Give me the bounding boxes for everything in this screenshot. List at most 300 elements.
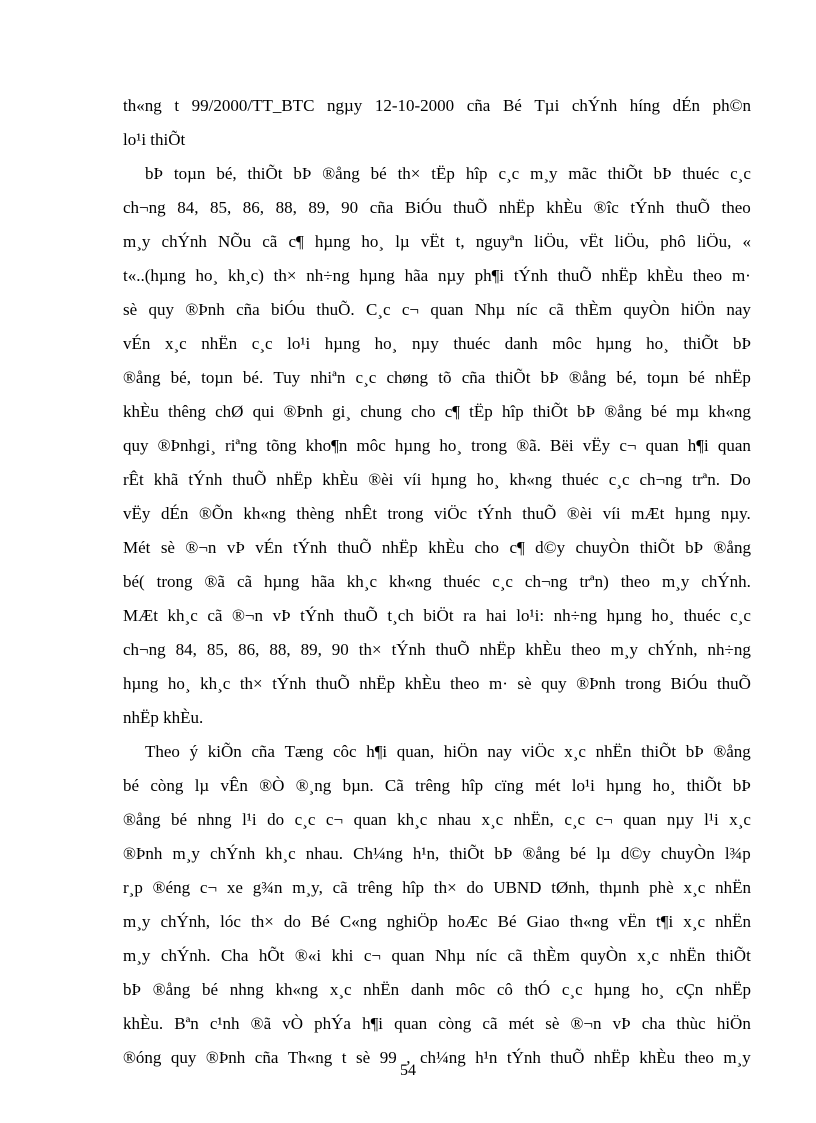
- word: 85,: [209, 198, 232, 217]
- word: ho¸: [652, 776, 676, 795]
- word: hîp: [465, 164, 488, 183]
- word: kh«ng: [275, 980, 319, 999]
- word: nhËp: [359, 674, 396, 693]
- word: thuÕ.: [316, 300, 355, 319]
- text-line: [123, 96, 751, 116]
- word: vËt: [420, 232, 445, 251]
- word: NÕu: [218, 232, 252, 251]
- word: híng: [629, 96, 661, 115]
- word: kh«ng: [243, 504, 286, 523]
- word: ®Þnh: [123, 844, 163, 863]
- word: nhËp: [276, 470, 313, 489]
- word: Bé: [502, 96, 522, 115]
- word: vÞ: [612, 1014, 631, 1033]
- word: quan: [394, 1014, 428, 1033]
- word: phô: [660, 232, 686, 251]
- text-line: [123, 912, 751, 932]
- word: khÈu: [428, 538, 465, 557]
- word: ®ång: [568, 368, 607, 387]
- text-line: [123, 470, 751, 490]
- word: phè: [649, 878, 674, 897]
- word: ph©n: [712, 96, 751, 115]
- word: vÉn: [123, 334, 151, 353]
- word: nguyªn: [475, 232, 523, 251]
- word: Ch¼ng: [353, 844, 403, 863]
- word: Theo: [145, 742, 180, 761]
- word: tÝnh: [630, 198, 665, 217]
- word: ph¶i: [474, 266, 505, 285]
- word: môc: [455, 980, 486, 999]
- word: vËy: [582, 436, 611, 455]
- word: cã: [507, 946, 523, 965]
- word: bé,: [170, 368, 191, 387]
- word: ®ång: [152, 980, 191, 999]
- word: bé,: [216, 164, 237, 183]
- word: l¹i: [242, 810, 257, 829]
- word: phÝa: [314, 1014, 351, 1033]
- text-line: [145, 164, 751, 184]
- word: ®ã: [204, 572, 225, 591]
- word: m¸y: [172, 844, 200, 863]
- word: nhng: [197, 810, 232, 829]
- word: nhng: [229, 980, 264, 999]
- text-line: [123, 674, 751, 694]
- word: hµng: [594, 980, 630, 999]
- word: do: [466, 878, 484, 897]
- word: quyÒn: [623, 300, 670, 319]
- word: ®ã.: [516, 436, 541, 455]
- word: m¸y: [610, 640, 638, 659]
- word: ®óng: [123, 1048, 162, 1067]
- word: bé: [688, 368, 705, 387]
- word: 90: [331, 640, 349, 659]
- word: nhau.: [305, 844, 344, 863]
- word: t¸ch: [387, 606, 414, 625]
- word: hµng: [674, 504, 711, 523]
- word: cho: [474, 538, 500, 557]
- word: m·: [488, 674, 508, 693]
- word: lóc: [220, 912, 241, 931]
- word: chÝnh: [571, 96, 618, 115]
- word: c¶: [444, 402, 460, 421]
- word: thuéc: [561, 470, 599, 489]
- word: ho¸: [361, 232, 385, 251]
- word: bÞ: [293, 164, 312, 183]
- word: nh÷ng: [707, 640, 751, 659]
- word: hµng: [324, 334, 361, 353]
- word: khÈu: [647, 266, 684, 285]
- text-line: [123, 878, 751, 898]
- word: bé: [123, 776, 140, 795]
- text-line: [123, 776, 751, 796]
- word: hµng: [431, 470, 467, 489]
- word: bé.: [242, 368, 264, 387]
- word: mÆt: [631, 504, 665, 523]
- word: 84,: [177, 198, 199, 217]
- word: kh¸c: [200, 674, 231, 693]
- word: nhËp: [714, 368, 751, 387]
- word: trêng: [357, 878, 393, 897]
- word: cã: [262, 232, 278, 251]
- word: chÝnh: [209, 844, 256, 863]
- word: tõ: [438, 368, 452, 387]
- word: ho¸: [651, 606, 675, 625]
- word: x¸c: [683, 878, 706, 897]
- word: ra: [463, 606, 477, 625]
- word: cha: [641, 1014, 666, 1033]
- word: vËn: [618, 912, 646, 931]
- word: thiÕt: [449, 844, 485, 863]
- word: thuÕ: [232, 470, 267, 489]
- word: kho¶n: [305, 436, 348, 455]
- word: cã: [236, 572, 253, 591]
- word: níc: [476, 946, 497, 965]
- word: danh: [410, 980, 444, 999]
- word: d©y: [620, 844, 651, 863]
- page-number: 54: [400, 1062, 416, 1079]
- word: nh÷ng: [553, 606, 597, 625]
- word: r¸p: [123, 878, 143, 897]
- text-line: [123, 402, 751, 422]
- text-line: [123, 538, 751, 558]
- word: Cha: [221, 946, 249, 965]
- word: ,: [406, 1048, 411, 1067]
- word: theo: [450, 674, 480, 693]
- word: quy: [541, 674, 567, 693]
- word: ®¸ng: [295, 776, 332, 795]
- word: chøng: [386, 368, 429, 387]
- word: ch¼ng: [419, 1048, 466, 1067]
- word: thiÕt: [715, 946, 751, 965]
- word: toµn: [173, 164, 206, 183]
- text-line: [123, 844, 751, 864]
- word: BiÓu: [670, 674, 708, 693]
- word: kh«ng: [388, 572, 432, 591]
- word: Th«ng: [287, 1048, 333, 1067]
- word: chuyÒn: [660, 844, 715, 863]
- word: ch¬ng: [524, 572, 568, 591]
- word: liÖu,: [696, 232, 732, 251]
- word: quan: [717, 436, 751, 455]
- word: khi: [331, 946, 354, 965]
- word: ®Ò: [259, 776, 285, 795]
- word: th×: [397, 164, 421, 183]
- word: tËp: [431, 164, 455, 183]
- word: khÈu: [546, 198, 583, 217]
- word: hÕt: [258, 946, 285, 965]
- word: nhËn: [715, 878, 751, 897]
- word: x¸c: [637, 946, 659, 965]
- word: m¸y: [661, 572, 690, 591]
- word: nµy.: [720, 504, 751, 523]
- word: nghiÖp: [386, 912, 438, 931]
- word: 86,: [238, 640, 260, 659]
- word: thµnh: [599, 878, 640, 897]
- word: h¶i: [366, 742, 388, 761]
- word: hµng: [314, 232, 351, 251]
- word: bé: [570, 844, 587, 863]
- word: UBND: [493, 878, 542, 897]
- word: c¶: [288, 232, 304, 251]
- word: «: [742, 232, 751, 251]
- word: nhËn: [595, 742, 632, 761]
- word: lµ: [194, 776, 210, 795]
- word: ®ång: [604, 402, 642, 421]
- word: x¸c: [164, 334, 187, 353]
- text-line: [123, 1014, 751, 1034]
- word: ho¸: [641, 980, 665, 999]
- word: nhËp: [593, 1048, 630, 1067]
- word: Mét: [123, 538, 151, 557]
- word: nh÷ng: [306, 266, 350, 285]
- word: sè: [517, 674, 532, 693]
- word: 89,: [308, 198, 330, 217]
- word: 12-10-2000: [374, 96, 455, 115]
- word: bÞ: [732, 776, 751, 795]
- word: t: [341, 1048, 347, 1067]
- word: c¸c: [355, 368, 377, 387]
- word: g¾n: [252, 878, 283, 897]
- word: vËt: [579, 232, 604, 251]
- word: thÈm: [575, 300, 613, 319]
- word: ®¬n: [570, 1014, 602, 1033]
- word: quan: [391, 946, 425, 965]
- word: thuéc: [443, 572, 481, 591]
- word: khã: [153, 470, 179, 489]
- text-line: [123, 980, 751, 1000]
- word: thuÕ: [550, 1048, 585, 1067]
- word: quy: [123, 436, 149, 455]
- text-line: [123, 368, 751, 388]
- word: xe: [226, 878, 243, 897]
- word: m¸y: [530, 164, 558, 183]
- word: x¸c: [683, 912, 705, 931]
- word: quan: [645, 436, 679, 455]
- word: bÞ: [494, 844, 513, 863]
- word: thuÕ: [337, 538, 372, 557]
- word: tÝnh: [506, 1048, 541, 1067]
- word: lµ: [395, 232, 410, 251]
- text-line: [123, 198, 751, 218]
- word: cña: [466, 96, 491, 115]
- word: nay: [487, 742, 512, 761]
- word: tËp: [469, 402, 493, 421]
- word: lo¹i:: [516, 606, 545, 625]
- word: ch¬ng: [123, 198, 166, 217]
- word: thÓ: [524, 980, 551, 999]
- word: Bé: [310, 912, 330, 931]
- word: cña: [369, 198, 394, 217]
- word: 84,: [175, 640, 197, 659]
- word: ho¸: [476, 470, 500, 489]
- word: víi: [602, 504, 621, 523]
- word: cã: [548, 300, 564, 319]
- word: thuÕ: [343, 606, 378, 625]
- word: nhËn: [715, 912, 751, 931]
- text-line: lo¹i thiÕt: [123, 130, 186, 149]
- word: lµ: [596, 844, 611, 863]
- word: cã: [482, 1014, 498, 1033]
- text-line: [123, 810, 751, 830]
- word: nhiªn: [310, 368, 346, 387]
- word: quy: [148, 300, 175, 319]
- word: thuéc: [453, 334, 491, 353]
- word: thuÕ: [453, 198, 488, 217]
- word: níc: [516, 300, 538, 319]
- word: hîp: [402, 878, 425, 897]
- word: nhËp: [715, 980, 751, 999]
- word: viÖc: [434, 504, 468, 523]
- word: nhau: [437, 810, 471, 829]
- word: kh¸c: [265, 844, 296, 863]
- word: c¸c: [730, 164, 751, 183]
- word: bÞ: [732, 334, 751, 353]
- word: Bé: [497, 912, 517, 931]
- word: tÝnh: [293, 538, 328, 557]
- word: vÞ: [272, 606, 291, 625]
- word: ho¸: [167, 674, 191, 693]
- word: thuÕ: [435, 640, 470, 659]
- word: l¾p: [724, 844, 751, 863]
- word: tÝnh: [391, 640, 426, 659]
- word: khÈu: [639, 1048, 676, 1067]
- word: bÞ: [685, 538, 704, 557]
- word: c¶: [509, 538, 525, 557]
- text-line: nhËp khÈu.: [123, 708, 204, 727]
- word: nhËp: [479, 640, 516, 659]
- word: lo¹i: [571, 776, 595, 795]
- word: quy: [170, 1048, 197, 1067]
- word: t«..(hµng: [123, 266, 186, 285]
- word: ®éng: [152, 878, 191, 897]
- text-line: [123, 572, 751, 592]
- word: vÒ: [282, 1014, 304, 1033]
- word: kh¸c): [227, 266, 264, 285]
- word: cho: [410, 402, 436, 421]
- word: m¸y: [123, 946, 151, 965]
- word: c¸c: [608, 470, 630, 489]
- word: theo: [684, 1048, 714, 1067]
- word: vÉn: [255, 538, 283, 557]
- word: th×: [273, 266, 297, 285]
- word: ®Þnh: [576, 674, 616, 693]
- word: thuÕ: [557, 266, 592, 285]
- word: côc: [332, 742, 357, 761]
- word: bÞ: [685, 742, 704, 761]
- word: mãc: [568, 164, 597, 183]
- word: 89,: [300, 640, 322, 659]
- word: c¸c: [492, 572, 513, 591]
- word: hµng: [606, 776, 642, 795]
- word: sè: [123, 300, 138, 319]
- word: dÉn: [672, 96, 700, 115]
- word: BiÓu: [404, 198, 442, 217]
- word: ®ång: [322, 164, 360, 183]
- word: Tuy: [273, 368, 301, 387]
- word: 86,: [242, 198, 265, 217]
- word: thêng: [168, 402, 206, 421]
- word: nµy: [411, 334, 439, 353]
- word: ho¸: [439, 436, 463, 455]
- word: cña: [254, 1048, 279, 1067]
- word: ho¸: [646, 334, 669, 353]
- word: bé,: [616, 368, 637, 387]
- word: nhËp: [381, 538, 418, 557]
- word: t¶i: [656, 912, 674, 931]
- word: môc: [356, 436, 386, 455]
- word: chÝnh: [161, 232, 207, 251]
- word: thiÕt: [607, 164, 643, 183]
- word: nhËn: [363, 980, 400, 999]
- word: vÊn: [220, 776, 248, 795]
- word: tÝnh: [300, 606, 335, 625]
- word: c¸c: [561, 980, 583, 999]
- word: hãa: [404, 266, 429, 285]
- word: thiÕt: [639, 538, 675, 557]
- word: thiÕt: [686, 776, 722, 795]
- word: MÆt: [123, 606, 158, 625]
- word: h¹n: [475, 1048, 498, 1067]
- word: 88,: [275, 198, 297, 217]
- word: ®Þnh: [283, 402, 323, 421]
- word: vËy: [123, 504, 151, 523]
- word: Tµi: [534, 96, 560, 115]
- word: thùc: [676, 1014, 706, 1033]
- word: chÝnh.: [160, 946, 211, 965]
- word: sè: [545, 1014, 560, 1033]
- word: nhËn,: [513, 810, 554, 829]
- word: h¶i: [362, 1014, 383, 1033]
- word: cña: [236, 300, 260, 319]
- word: thÈm: [533, 946, 570, 965]
- word: m¸y: [123, 912, 151, 931]
- word: thiÕt: [495, 368, 531, 387]
- word: ®îc: [593, 198, 619, 217]
- word: khÈu: [404, 674, 441, 693]
- word: còng: [150, 776, 184, 795]
- word: bé(: [123, 572, 145, 591]
- text-line: [145, 742, 751, 762]
- word: bé: [650, 402, 667, 421]
- word: c¸c: [251, 334, 273, 353]
- word: mét: [508, 1014, 535, 1033]
- word: do: [283, 912, 301, 931]
- word: th×: [433, 878, 457, 897]
- word: x¸c: [729, 810, 751, 829]
- word: hai: [485, 606, 507, 625]
- word: theo: [620, 572, 650, 591]
- word: hãa: [311, 572, 335, 591]
- word: bÞ: [577, 402, 596, 421]
- word: khÈu: [322, 470, 359, 489]
- word: cña: [461, 368, 486, 387]
- text-line: [123, 334, 751, 354]
- word: t: [174, 96, 180, 115]
- word: bé: [170, 810, 188, 829]
- word: th×: [239, 674, 263, 693]
- word: tÝnh: [188, 470, 223, 489]
- word: nhËp: [601, 266, 638, 285]
- text-line: [123, 300, 751, 320]
- word: khÈu: [525, 640, 562, 659]
- word: còng: [438, 1014, 472, 1033]
- word: ®ång: [713, 742, 751, 761]
- word: kh¸c: [397, 810, 428, 829]
- word: thiÕt: [247, 164, 283, 183]
- word: chÝnh,: [647, 640, 698, 659]
- word: kh«ng: [708, 402, 751, 421]
- word: ®ång: [123, 368, 161, 387]
